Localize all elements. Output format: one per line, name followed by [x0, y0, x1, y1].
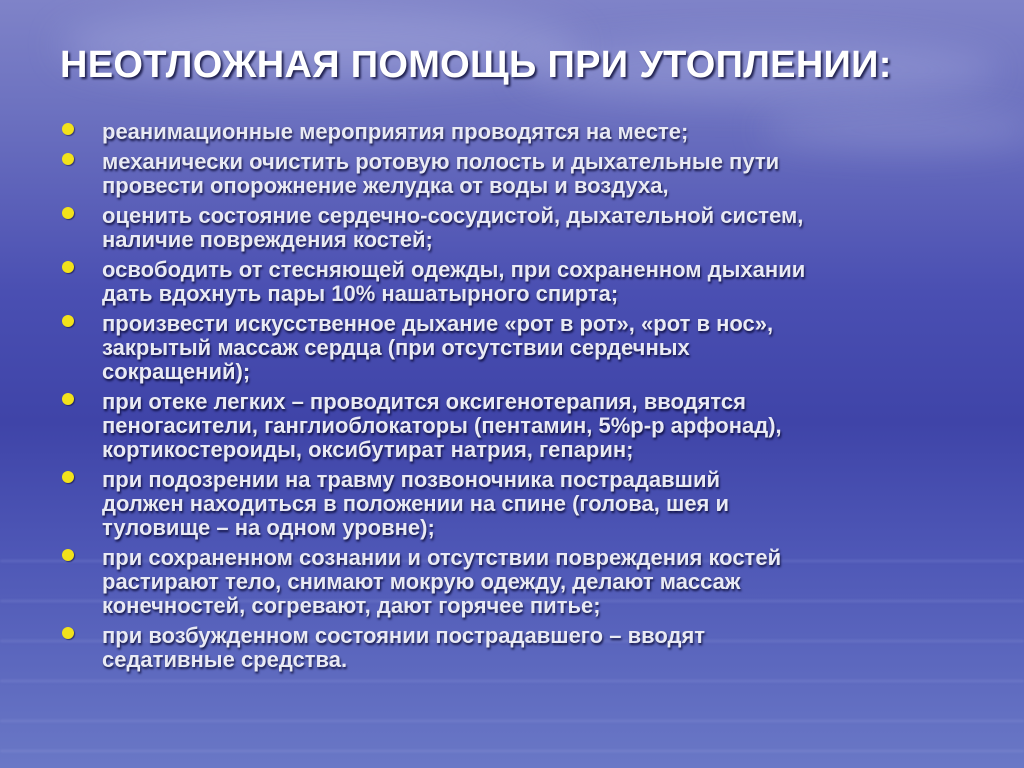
- bullet-item: [62, 258, 982, 306]
- bullet-item: [62, 120, 982, 144]
- bullet-text: оценить состояние сердечно-сосудистой, дыхательной систем, наличие повреждения костей;: [102, 203, 804, 252]
- bullet-dot-icon: [62, 207, 74, 219]
- bullet-item: [62, 312, 982, 384]
- bullet-dot-icon: [62, 123, 74, 135]
- bullet-dot-icon: [62, 315, 74, 327]
- bullet-dot-icon: [62, 549, 74, 561]
- bullet-text: при подозрении на травму позвоночника пострадавший должен находиться в положении на спине (голова, шея и туловище – на одном уровне);: [102, 467, 730, 540]
- bullet-dot-icon: [62, 153, 74, 165]
- background-wave: [0, 680, 1024, 682]
- bullet-dot-icon: [62, 471, 74, 483]
- bullet-item: [62, 150, 982, 198]
- bullet-text: при возбужденном состоянии пострадавшего – вводят седативные средства.: [102, 623, 706, 672]
- bullet-item: [62, 390, 982, 462]
- bullet-item: [62, 468, 982, 540]
- bullet-item: [62, 546, 982, 618]
- bullet-text: реанимационные мероприятия проводятся на месте;: [102, 119, 689, 144]
- bullet-dot-icon: [62, 393, 74, 405]
- bullet-dot-icon: [62, 627, 74, 639]
- bullet-item: [62, 204, 982, 252]
- background-wave: [0, 750, 1024, 752]
- bullet-dot-icon: [62, 261, 74, 273]
- background-wave: [0, 720, 1024, 722]
- bullet-text: механически очистить ротовую полость и дыхательные пути провести опорожнение желудка от воды и воздуха,: [102, 149, 780, 198]
- bullet-text: при сохраненном сознании и отсутствии повреждения костей растирают тело, снимают мокрую одежду, делают массаж конечностей, согревают, дают горячее питье;: [102, 545, 782, 618]
- bullet-text: при отеке легких – проводится оксигенотерапия, вводятся пеногасители, ганглиоблокаторы (пентамин, 5%р-р арфонад), кортикостероиды, оксибутират натрия, гепарин;: [102, 389, 782, 462]
- bullet-text: произвести искусственное дыхание «рот в рот», «рот в нос», закрытый массаж сердца (при отсутствии сердечных сокращений);: [102, 311, 774, 384]
- bullet-list: [62, 120, 982, 678]
- bullet-item: [62, 624, 982, 672]
- slide-title: НЕОТЛОЖНАЯ ПОМОЩЬ ПРИ УТОПЛЕНИИ:: [60, 44, 892, 86]
- bullet-text: освободить от стесняющей одежды, при сохраненном дыхании дать вдохнуть пары 10% нашатырного спирта;: [102, 257, 806, 306]
